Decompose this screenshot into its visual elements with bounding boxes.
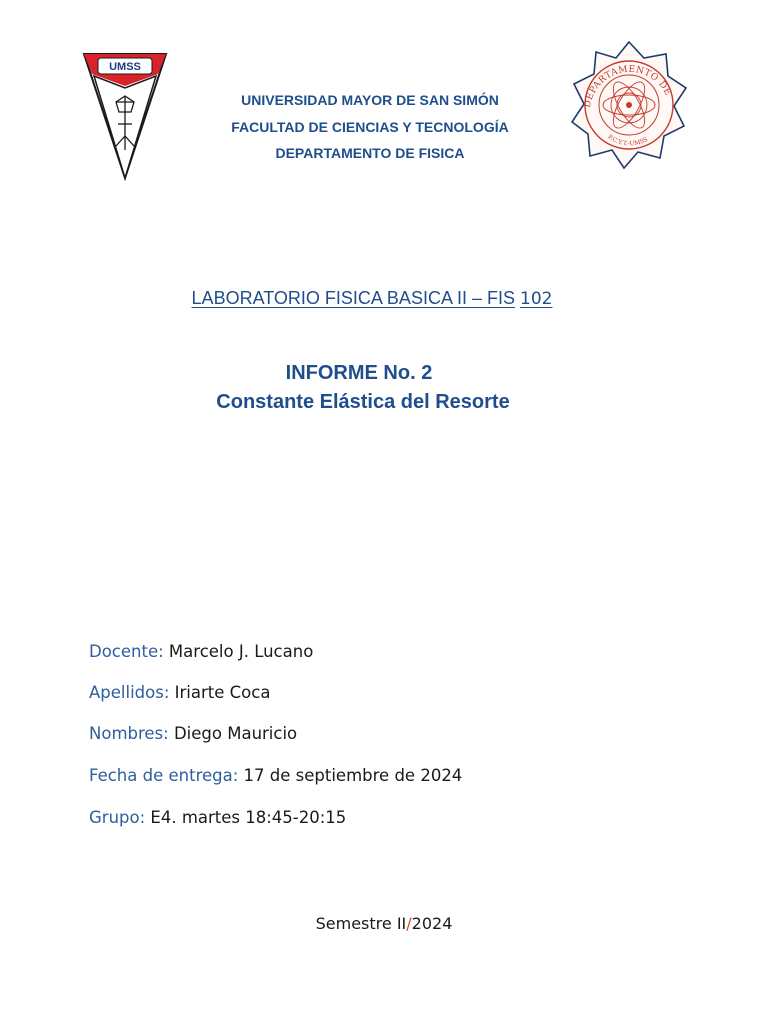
field-label: Grupo: bbox=[89, 808, 146, 827]
seal-top-text: DEPARTAMENTO DE bbox=[582, 64, 673, 109]
field-docente bbox=[89, 642, 313, 661]
field-value: 17 de septiembre de 2024 bbox=[243, 766, 463, 785]
field-grupo bbox=[89, 808, 346, 827]
field-apellidos bbox=[89, 683, 270, 702]
field-label: Fecha de entrega: bbox=[89, 766, 239, 785]
umss-logo-text: UMSS bbox=[109, 61, 141, 73]
field-value: Marcelo J. Lucano bbox=[168, 642, 314, 661]
department-name: DEPARTAMENTO DE FISICA bbox=[275, 145, 465, 161]
semester-prefix: Semestre II bbox=[315, 914, 407, 933]
physics-seal-icon bbox=[568, 40, 690, 170]
umss-logo bbox=[82, 50, 168, 182]
department-seal bbox=[568, 40, 690, 170]
university-name: UNIVERSIDAD MAYOR DE SAN SIMÓN bbox=[241, 92, 499, 108]
field-fecha-entrega bbox=[89, 766, 462, 785]
field-value: E4. martes 18:45-20:15 bbox=[150, 808, 347, 827]
umss-shield-icon bbox=[82, 50, 168, 182]
field-value: Diego Mauricio bbox=[173, 724, 298, 743]
field-label: Docente: bbox=[89, 642, 164, 661]
lab-title-code: 102 bbox=[520, 289, 553, 309]
report-number: INFORME No. 2 bbox=[285, 362, 433, 384]
field-label: Apellidos: bbox=[89, 683, 170, 702]
faculty-name: FACULTAD DE CIENCIAS Y TECNOLOGÍA bbox=[231, 119, 509, 135]
semester bbox=[0, 914, 768, 933]
semester-year: 2024 bbox=[411, 914, 453, 933]
field-value: Iriarte Coca bbox=[174, 683, 271, 702]
lab-title-main: LABORATORIO FISICA BASICA II – FIS bbox=[191, 288, 515, 308]
seal-bottom-text: F.C.Y.T.-UMSS bbox=[606, 133, 650, 148]
semester-separator: / bbox=[406, 914, 412, 933]
field-label: Nombres: bbox=[89, 724, 169, 743]
field-nombres bbox=[89, 724, 297, 743]
lab-title bbox=[0, 288, 744, 309]
report-subject: Constante Elástica del Resorte bbox=[216, 391, 510, 413]
